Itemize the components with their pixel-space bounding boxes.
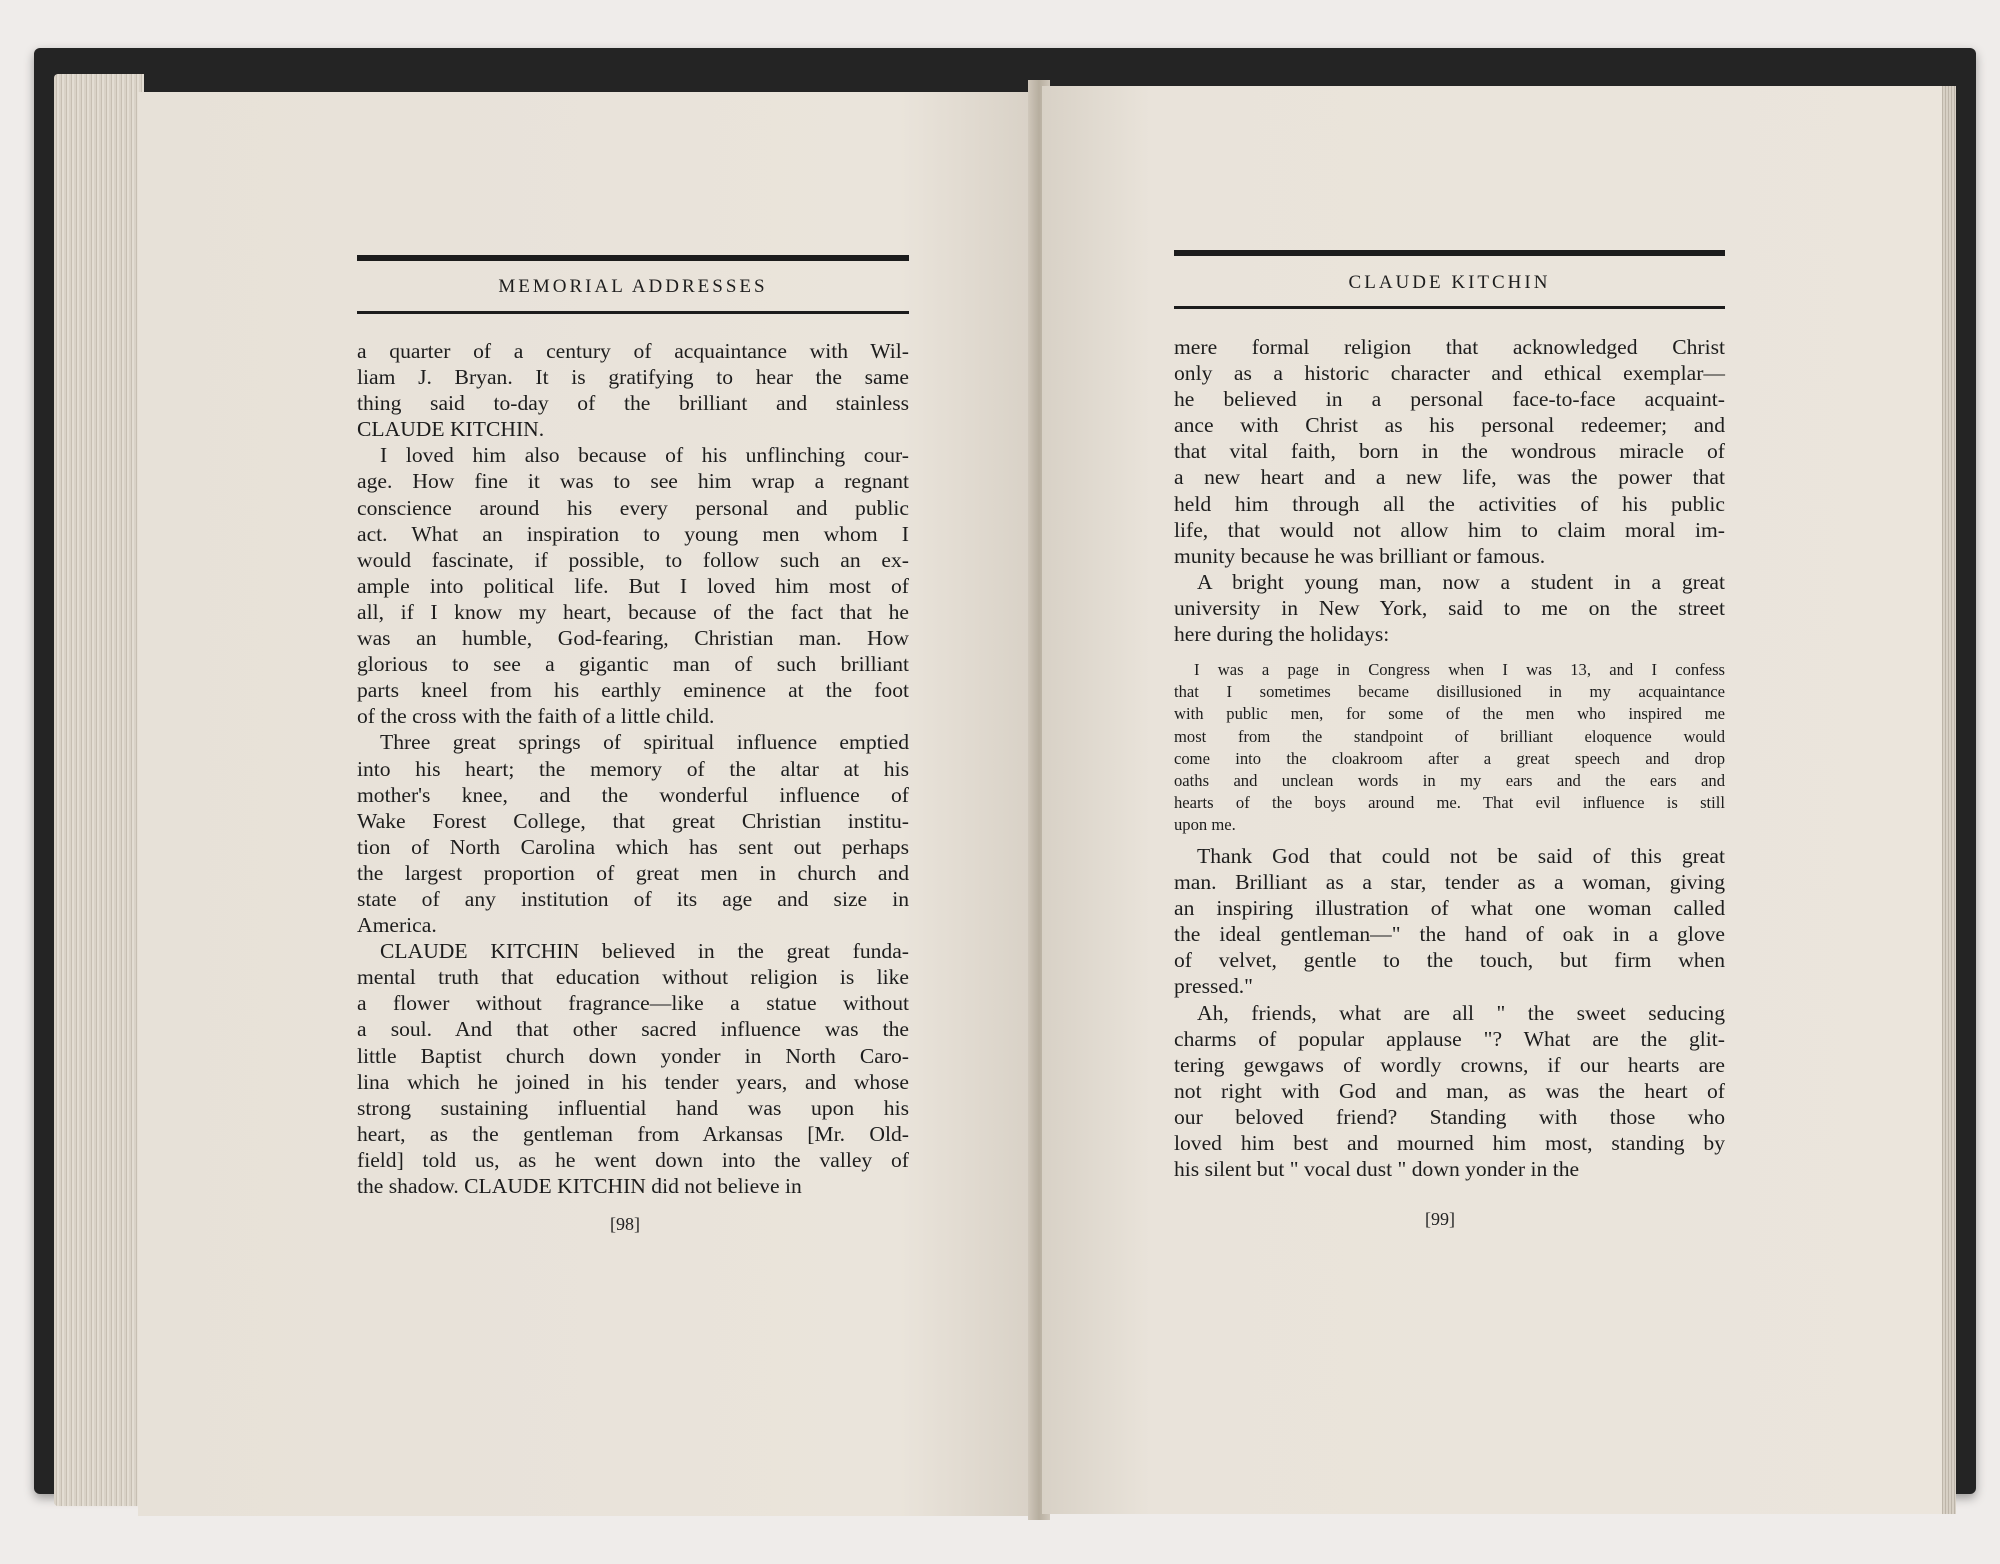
- left-page-number: [98]: [610, 1214, 640, 1234]
- right-header-rule-top: [1174, 250, 1725, 256]
- text-line: was an humble, God-fearing, Christian man. How: [357, 626, 909, 651]
- text-line: mental truth that education without religion is like: [357, 965, 909, 990]
- text-line: into his heart; the memory of the altar at his: [357, 756, 909, 781]
- text-line: state of any institution of its age and size in: [357, 886, 909, 911]
- text-line: of velvet, gentle to the touch, but firm when: [1174, 948, 1725, 973]
- left-running-head: MEMORIAL ADDRESSES: [498, 276, 768, 297]
- text-line: only as a historic character and ethical exemplar—: [1174, 361, 1725, 386]
- text-line: loved him best and mourned him most, standing by: [1174, 1131, 1725, 1156]
- text-line: our beloved friend? Standing with those who: [1174, 1104, 1725, 1129]
- text-line: would fascinate, if possible, to follow such an ex-: [357, 547, 909, 572]
- text-line: parts kneel from his earthly eminence at the foot: [357, 678, 909, 703]
- text-line: that vital faith, born in the wondrous miracle of: [1174, 439, 1725, 464]
- text-line: CLAUDE KITCHIN.: [357, 417, 545, 442]
- text-line: he believed in a personal face-to-face acquaint-: [1174, 387, 1725, 412]
- text-line: charms of popular applause "? What are the glit-: [1174, 1026, 1725, 1051]
- left-header-rule-bottom: [357, 311, 909, 314]
- text-line: A bright young man, now a student in a great: [1197, 569, 1725, 594]
- text-line: all, if I know my heart, because of the fact that he: [357, 599, 909, 624]
- text-line: tering gewgaws of wordly crowns, if our hearts are: [1174, 1052, 1725, 1077]
- right-header-rule-bottom: [1174, 306, 1725, 309]
- text-line: a new heart and a new life, was the power that: [1174, 465, 1725, 490]
- text-line: mother's knee, and the wonderful influence of: [357, 782, 909, 807]
- text-line: munity because he was brilliant or famous.: [1174, 543, 1546, 568]
- right-block-quote: [1174, 659, 1725, 837]
- text-line: conscience around his every personal and public: [357, 495, 909, 520]
- text-line: CLAUDE KITCHIN believed in the great funda-: [380, 939, 909, 964]
- text-line: of the cross with the faith of a little child.: [357, 704, 715, 729]
- text-line: the largest proportion of great men in church and: [357, 860, 909, 885]
- text-line: Wake Forest College, that great Christian institu-: [357, 808, 909, 833]
- right-body-text-after-quote: [1174, 843, 1725, 1182]
- text-line: most from the standpoint of brilliant eloquence would: [1174, 726, 1725, 746]
- page-edges-left: [54, 74, 144, 1506]
- text-line: that I sometimes became disillusioned in my acquaintance: [1174, 682, 1725, 702]
- left-body-text: [357, 338, 909, 1199]
- text-line: act. What an inspiration to young men whom I: [357, 521, 909, 546]
- text-line: with public men, for some of the men who inspired me: [1174, 704, 1725, 724]
- text-line: come into the cloakroom after a great speech and drop: [1174, 748, 1725, 768]
- text-line: ample into political life. But I loved him most of: [357, 573, 909, 598]
- left-header-rule-top: [357, 255, 909, 261]
- page-edges-right: [1940, 86, 1956, 1514]
- text-line: oaths and unclean words in my ears and the ears and: [1174, 770, 1725, 790]
- text-line: Ah, friends, what are all " the sweet seducing: [1197, 1000, 1725, 1025]
- text-line: life, that would not allow him to claim moral im-: [1174, 517, 1725, 542]
- text-line: I was a page in Congress when I was 13, and I confess: [1194, 660, 1725, 679]
- text-line: glorious to see a gigantic man of such brilliant: [357, 652, 909, 677]
- text-line: mere formal religion that acknowledged Christ: [1174, 335, 1725, 359]
- text-line: thing said to-day of the brilliant and stainless: [357, 391, 909, 416]
- text-line: upon me.: [1174, 815, 1236, 835]
- text-line: heart, as the gentleman from Arkansas [Mr. Old-: [357, 1121, 909, 1146]
- text-line: ance with Christ as his personal redeemer; and: [1174, 413, 1725, 438]
- text-line: field] told us, as he went down into the valley of: [357, 1147, 909, 1172]
- text-line: Thank God that could not be said of this great: [1197, 844, 1725, 868]
- text-line: not right with God and man, as was the heart of: [1174, 1078, 1725, 1103]
- text-line: hearts of the boys around me. That evil influence is still: [1174, 793, 1725, 813]
- text-line: the ideal gentleman—" the hand of oak in a glove: [1174, 922, 1725, 947]
- right-body-text-before-quote: [1174, 334, 1725, 647]
- text-line: university in New York, said to me on the street: [1174, 595, 1725, 620]
- text-line: the shadow. CLAUDE KITCHIN did not believe in: [357, 1174, 802, 1198]
- text-line: I loved him also because of his unflinching cour-: [380, 443, 909, 468]
- text-line: here during the holidays:: [1174, 622, 1390, 647]
- text-line: a quarter of a century of acquaintance with Wil-: [357, 339, 909, 363]
- text-line: an inspiring illustration of what one woman called: [1174, 896, 1725, 921]
- text-line: a soul. And that other sacred influence was the: [357, 1017, 909, 1042]
- text-line: age. How fine it was to see him wrap a regnant: [357, 469, 909, 494]
- text-line: pressed.": [1174, 974, 1253, 999]
- right-running-head: CLAUDE KITCHIN: [1348, 272, 1551, 293]
- text-line: his silent but " vocal dust " down yonder in the: [1174, 1157, 1580, 1182]
- text-line: man. Brilliant as a star, tender as a woman, giving: [1174, 870, 1725, 895]
- right-page-number: [99]: [1425, 1209, 1455, 1229]
- text-line: lina which he joined in his tender years, and whose: [357, 1069, 909, 1094]
- text-line: strong sustaining influential hand was upon his: [357, 1095, 909, 1120]
- text-line: liam J. Bryan. It is gratifying to hear the same: [357, 365, 909, 390]
- text-line: a flower without fragrance—like a statue without: [357, 991, 909, 1016]
- text-line: held him through all the activities of his public: [1174, 491, 1725, 516]
- text-line: America.: [357, 913, 437, 938]
- text-line: tion of North Carolina which has sent out perhaps: [357, 834, 909, 859]
- text-line: little Baptist church down yonder in North Caro-: [357, 1043, 909, 1068]
- text-line: Three great springs of spiritual influence emptied: [380, 730, 909, 755]
